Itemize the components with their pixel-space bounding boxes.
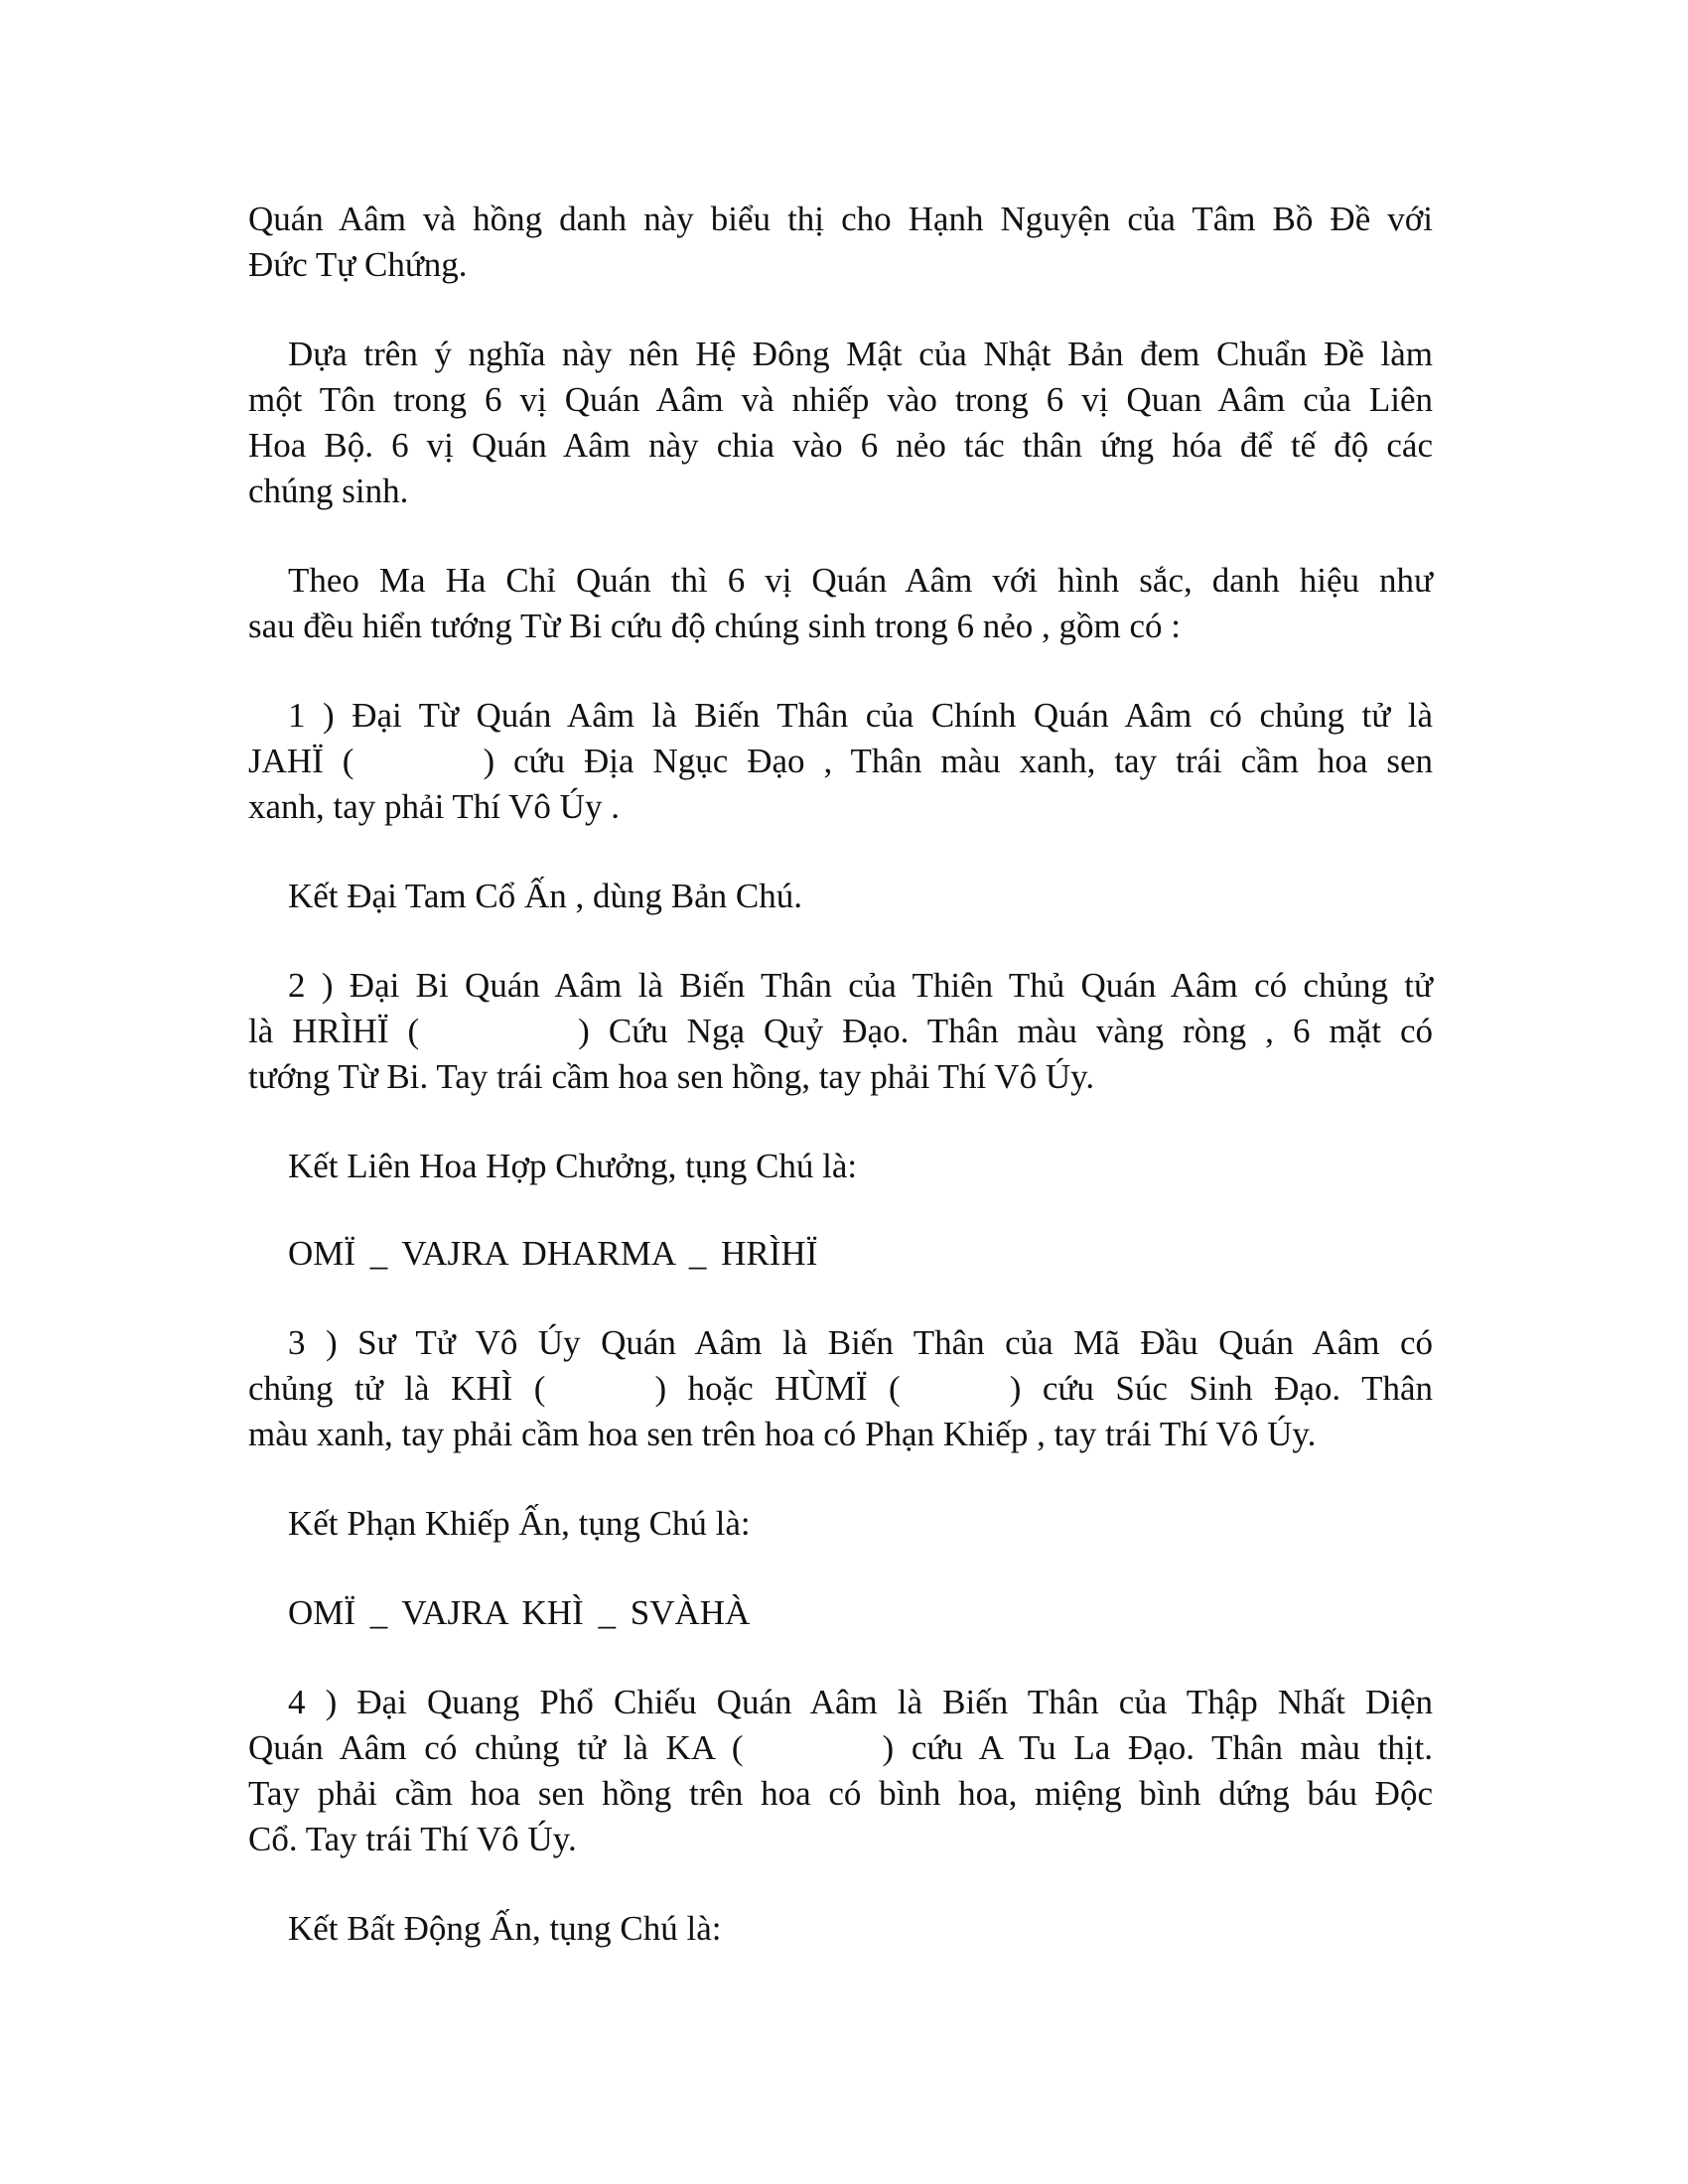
text-line: Theo Ma Ha Chỉ Quán thì 6 vị Quán Aâm với hình sắc, danh hiệu như [288, 561, 1433, 600]
text-line [248, 1366, 1433, 1412]
text-line [248, 1725, 1433, 1771]
text-line [248, 739, 1433, 784]
text-line: Kết Bất Động Ấn, tụng Chú là: [288, 1909, 722, 1948]
text-line: 2 ) Đại Bi Quán Aâm là Biến Thân của Thiên Thủ Quán Aâm có chủng tử [288, 966, 1433, 1005]
text-line: Kết Đại Tam Cổ Ấn , dùng Bản Chú. [288, 877, 802, 915]
text-segment: là HRÌHÏ ( [248, 1012, 420, 1050]
text-segment: ) Cứu Ngạ Quỷ Đạo. Thân màu vàng ròng , 6 mặt có [578, 1012, 1434, 1050]
text-line: xanh, tay phải Thí Vô Úy . [248, 787, 620, 826]
text-segment: ) hoặc HÙMÏ ( [654, 1369, 901, 1408]
text-line: 1 ) Đại Từ Quán Aâm là Biến Thân của Chính Quán Aâm có chủng tử là [288, 696, 1433, 735]
text-line: chúng sinh. [248, 472, 409, 510]
text-line: tướng Từ Bi. Tay trái cầm hoa sen hồng, tay phải Thí Vô Úy. [248, 1057, 1095, 1096]
mantra-line: OMÏ _ VAJRA KHÌ _ SVÀHÀ [288, 1593, 751, 1632]
text-line: Hoa Bộ. 6 vị Quán Aâm này chia vào 6 nẻo tác thân ứng hóa để tế độ các [248, 426, 1433, 465]
text-line: Tay phải cầm hoa sen hồng trên hoa có bình hoa, miệng bình dứng báu Độc [248, 1774, 1433, 1813]
text-line: Cổ. Tay trái Thí Vô Úy. [248, 1820, 577, 1858]
text-line: sau đều hiển tướng Từ Bi cứu độ chúng sinh trong 6 nẻo , gồm có : [248, 607, 1181, 645]
text-line: 4 ) Đại Quang Phổ Chiếu Quán Aâm là Biến Thân của Thập Nhất Diện [288, 1683, 1433, 1721]
text-segment: chủng tử là KHÌ ( [248, 1369, 546, 1408]
text-segment: ) cứu Địa Ngục Đạo , Thân màu xanh, tay trái cầm hoa sen [483, 742, 1433, 780]
text-segment: JAHÏ ( [248, 742, 354, 780]
text-segment: ) cứu Súc Sinh Đạo. Thân [1009, 1369, 1433, 1408]
text-line [248, 1009, 1433, 1054]
text-line: một Tôn trong 6 vị Quán Aâm và nhiếp vào trong 6 vị Quan Aâm của Liên [248, 380, 1433, 419]
text-line: 3 ) Sư Tử Vô Úy Quán Aâm là Biến Thân của Mã Đầu Quán Aâm có [288, 1323, 1433, 1362]
text-line: Dựa trên ý nghĩa này nên Hệ Đông Mật của Nhật Bản đem Chuẩn Đề làm [288, 335, 1433, 373]
text-line: màu xanh, tay phải cầm hoa sen trên hoa có Phạn Khiếp , tay trái Thí Vô Úy. [248, 1415, 1317, 1453]
text-segment: Quán Aâm có chủng tử là KA ( [248, 1728, 744, 1767]
mantra-line: OMÏ _ VAJRA DHARMA _ HRÌHÏ [288, 1234, 818, 1273]
text-line: Kết Phạn Khiếp Ấn, tụng Chú là: [288, 1504, 751, 1543]
text-segment: ) cứu A Tu La Đạo. Thân màu thịt. [882, 1728, 1433, 1767]
text-line: Kết Liên Hoa Hợp Chưởng, tụng Chú là: [288, 1147, 858, 1185]
text-line: Quán Aâm và hồng danh này biểu thị cho Hạnh Nguyện của Tâm Bồ Đề với [248, 200, 1433, 238]
text-line: Đức Tự Chứng. [248, 245, 468, 284]
